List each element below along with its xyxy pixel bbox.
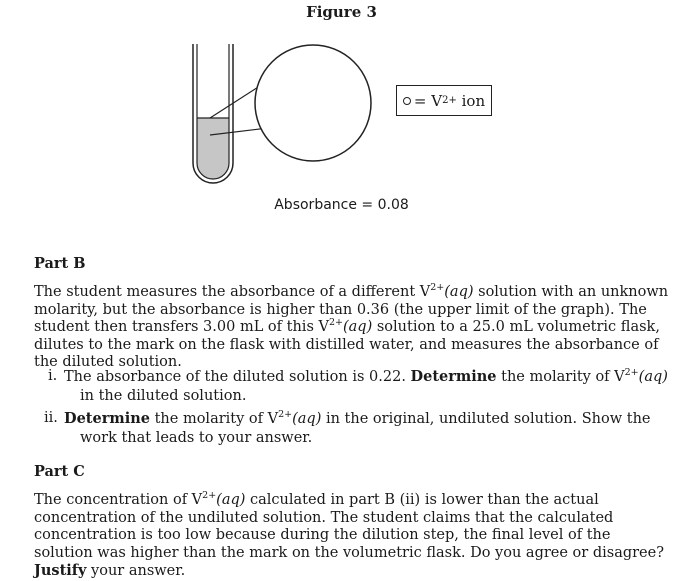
item-text: in the original, undiluted solution. Show the work that leads to your answer. <box>80 411 651 446</box>
state: (aq) <box>444 284 474 300</box>
legend-box: = V 2+ ion <box>396 85 492 116</box>
charge: 2+ <box>624 367 639 379</box>
test-tube-diagram <box>0 0 683 200</box>
part-c-text-1: The concentration of V <box>34 492 203 508</box>
part-b-intro <box>34 284 670 372</box>
legend-species: V <box>431 91 443 110</box>
charge: 2+ <box>430 282 445 294</box>
part-c-heading: Part C <box>34 463 85 480</box>
charge: 2+ <box>328 317 343 329</box>
absorbance-label: Absorbance = 0.08 <box>274 197 409 213</box>
list-item <box>48 367 670 406</box>
legend-ion-label: ion <box>461 91 486 110</box>
item-text: the molarity of V <box>149 411 279 427</box>
item-text: the molarity of V <box>496 369 625 385</box>
ion-dot-icon <box>403 97 411 105</box>
magnified-view-circle <box>255 45 371 161</box>
item-number: i. <box>48 368 58 384</box>
item-text: in the diluted solution. <box>80 388 247 404</box>
list-item <box>44 409 670 448</box>
part-c-text-2: calculated in part B (ii) is lower than the actual concentration of the undiluted solution. The student claims that the calculated concentration is too low because during the dilution step, the final level of the solution was higher than the mark on the volumetric flask. Do you agree or disagree? <box>34 492 664 561</box>
figure-title: Figure 3 <box>306 3 377 21</box>
state: (aq) <box>292 411 322 427</box>
legend-equals: = <box>413 91 427 110</box>
part-b-heading: Part B <box>34 255 86 272</box>
part-b-intro-2: solution with an unknown molarity, but the absorbance is higher than 0.36 (the upper limit of the graph). The student then transfers 3.00 mL of this V <box>34 284 669 335</box>
item-text: The absorbance of the diluted solution is 0.22. <box>64 369 411 385</box>
part-b-intro-3: solution to a 25.0 mL volumetric flask, dilutes to the mark on the flask with distilled water, and measures the absorbance of the diluted solution. <box>34 319 660 370</box>
state: (aq) <box>216 492 246 508</box>
part-c-command: Justify <box>34 562 87 579</box>
part-c-text-3: your answer. <box>86 563 186 579</box>
solution-fill <box>197 118 229 179</box>
charge: 2+ <box>202 490 217 502</box>
item-number: ii. <box>44 410 58 426</box>
state: (aq) <box>342 319 373 335</box>
state: (aq) <box>638 369 668 385</box>
part-b-intro-1: The student measures the absorbance of a different V <box>34 284 431 300</box>
item-command: Determine <box>64 410 150 427</box>
item-command: Determine <box>410 368 497 385</box>
part-c-text <box>34 492 670 581</box>
charge: 2+ <box>278 409 293 421</box>
